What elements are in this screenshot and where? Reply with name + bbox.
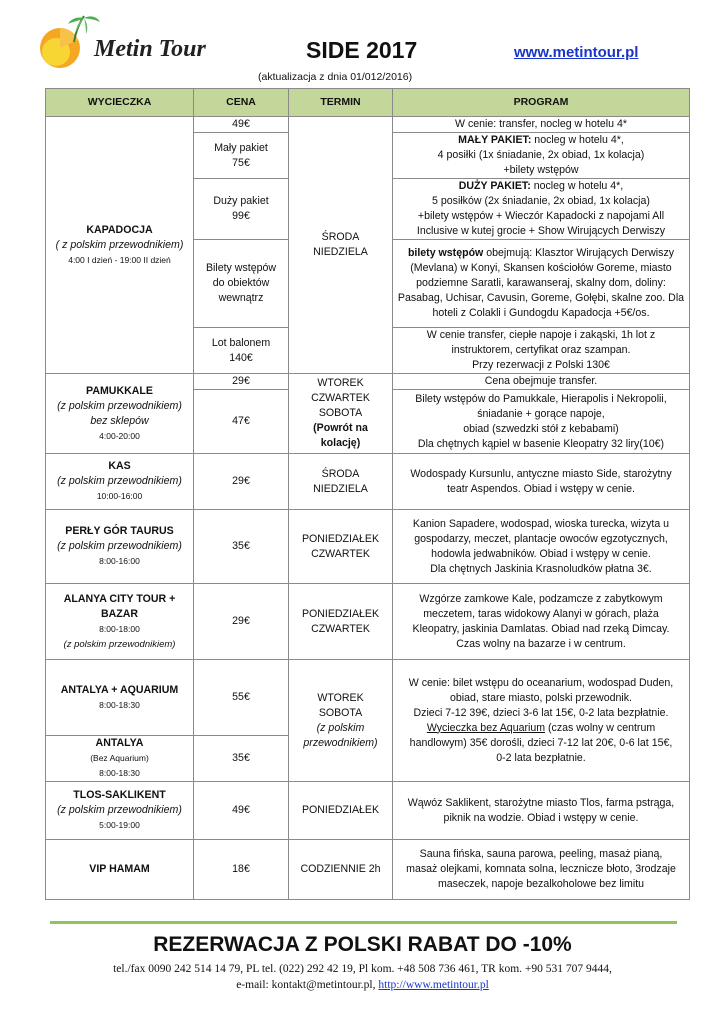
term-cell: ŚRODA NIEDZIELA: [289, 454, 393, 510]
excursion-sub: (Bez Aquarium): [90, 753, 149, 763]
price-cell: 35€: [194, 510, 289, 584]
program-text: (czas wolny w centrum handlowym) 35€ dorośli, dzieci 7-12 lat 20€, 0-6 lat 15€, 0-2 lata bezpłatnie.: [409, 721, 673, 764]
excursion-cell-antalya-aquarium: [46, 660, 194, 736]
price-cell: Mały pakiet 75€: [194, 133, 289, 179]
table-header-row: [46, 89, 690, 117]
column-header-price: CENA: [194, 89, 289, 117]
table-row: [46, 584, 690, 660]
price-cell: 29€: [194, 374, 289, 390]
program-text: nocleg w hotelu 4*, 5 posiłków (2x śniadanie, 2x obiad, 1x kolacja) +bilety wstępów + Wieczór Kapadocki z napojami All Inclusive w kutej grocie + Show Wirujących Derwiszy: [416, 180, 666, 237]
program-text: W cenie: bilet wstępu do oceanarium, wodospad Duden, obiad, stare miasto, polski przewodnik. Dzieci 7-12 39€, dzieci 3-6 lat 15€, 0-2 lata bezpłatnie.: [408, 676, 674, 719]
table-row: [46, 117, 690, 133]
term-cell: PONIEDZIAŁEK: [289, 782, 393, 840]
term-cell: [289, 374, 393, 454]
excursion-cell-kapadocja: [46, 117, 194, 374]
price-cell: 18€: [194, 840, 289, 900]
excursion-time: 5:00-19:00: [99, 820, 140, 830]
website-link[interactable]: www.metintour.pl: [514, 44, 639, 61]
excursion-cell-kas: [46, 454, 194, 510]
term-days: WTOREK CZWARTEK SOBOTA: [311, 377, 370, 419]
program-cell: [393, 660, 690, 782]
excursion-cell-pamukkale: [46, 374, 194, 454]
table-row: [46, 510, 690, 584]
excursion-guide: (z polskim przewodnikiem): [57, 804, 182, 816]
footer-divider: [50, 921, 677, 924]
excursion-name: TLOS-SAKLIKENT: [73, 789, 166, 801]
table-row: [46, 374, 690, 390]
term-note: (Powrót na kolację): [313, 422, 368, 449]
excursion-extra: bez sklepów: [90, 414, 149, 427]
excursion-cell-tlos: [46, 782, 194, 840]
excursion-time: 8:00-18:30: [99, 768, 140, 778]
excursion-guide: ( z polskim przewodnikiem): [55, 238, 184, 251]
excursion-guide: (z polskim przewodnikiem): [57, 475, 182, 487]
brand-name: Metin Tour: [94, 36, 206, 62]
page-title: SIDE 2017: [306, 37, 418, 63]
term-cell: PONIEDZIAŁEK CZWARTEK: [289, 510, 393, 584]
excursion-time: 8:00-18:30: [99, 699, 140, 710]
column-header-program: PROGRAM: [393, 89, 690, 117]
excursion-name: ANTALYA: [95, 737, 144, 749]
price-cell: 47€: [194, 390, 289, 454]
program-cell: Wąwóz Saklikent, starożytne miasto Tlos, farma pstrąga, piknik na wodzie. Obiad i wstępy w cenie.: [393, 782, 690, 840]
excursion-cell-hamam: [46, 840, 194, 900]
price-cell: 35€: [194, 736, 289, 782]
program-bold-label: MAŁY PAKIET:: [458, 134, 532, 146]
excursion-guide: (z polskim przewodnikiem): [57, 540, 182, 552]
program-text: nocleg w hotelu 4*, 4 posiłki (1x śniadanie, 2x obiad, 1x kolacja) +bilety wstępów: [437, 134, 645, 176]
program-cell: Bilety wstępów do Pamukkale, Hierapolis i Nekropolii, śniadanie + gorące napoje, obiad (szwedzki stół z kebabami) Dla chętnych kąpiel w basenie Kleopatry 32 liry(10€): [393, 390, 690, 454]
table-row: [46, 840, 690, 900]
program-bold-label: bilety wstępów: [407, 247, 484, 259]
term-days: WTOREK SOBOTA: [317, 691, 364, 719]
program-cell: [393, 240, 690, 328]
term-cell: ŚRODA NIEDZIELA: [289, 117, 393, 374]
excursion-cell-taurus: [46, 510, 194, 584]
price-cell: 29€: [194, 454, 289, 510]
contact-phones: tel./fax 0090 242 514 14 79, PL tel. (022) 292 42 19, Pl kom. +48 508 736 461, TR kom. +90 531 707 9444,: [113, 963, 612, 975]
program-bold-label: DUŻY PAKIET:: [458, 180, 531, 192]
footer-website-link[interactable]: http://www.metintour.pl: [378, 979, 489, 991]
contact-email-line: [0, 979, 725, 991]
excursions-table: [45, 88, 690, 900]
term-cell: PONIEDZIAŁEK CZWARTEK: [289, 584, 393, 660]
excursion-name: VIP HAMAM: [89, 863, 150, 875]
program-cell: Wzgórze zamkowe Kale, podzamcze z zabytkowym meczetem, taras widokowy Alanyi w górach, plaża Kleopatry, jaskinia Damlatas. Obiad nad rzeką Dimcay. Czas wolny na bazarze i w centrum.: [393, 584, 690, 660]
term-guide: (z polskim przewodnikiem): [303, 721, 378, 749]
program-cell: Sauna fińska, sauna parowa, peeling, masaż pianą, masaż olejkami, komnata solna, lecznicze błoto, 3rodzaje maseczek, napoje bezalkoholowe bez limitu: [393, 840, 690, 900]
contact-email: e-mail: kontakt@metintour.pl,: [236, 979, 379, 991]
term-cell: CODZIENNIE 2h: [289, 840, 393, 900]
program-cell: [393, 179, 690, 240]
price-cell: 29€: [194, 584, 289, 660]
excursion-name: ANTALYA + AQUARIUM: [60, 683, 179, 696]
column-header-excursion: WYCIECZKA: [46, 89, 194, 117]
excursion-cell-antalya: [46, 736, 194, 782]
price-cell: Duży pakiet 99€: [194, 179, 289, 240]
program-cell: W cenie transfer, ciepłe napoje i zakąski, 1h lot z instruktorem, certyfikat oraz szampan. Przy rezerwacji z Polski 130€: [393, 328, 690, 374]
reservation-headline: REZERWACJA Z POLSKI RABAT DO -10%: [153, 933, 572, 956]
excursion-name: KAS: [108, 460, 131, 472]
price-cell: Bilety wstępów do obiektów wewnątrz: [194, 240, 289, 328]
excursion-time: 8:00-16:00: [99, 556, 140, 566]
excursion-time: 10:00-16:00: [96, 491, 143, 501]
excursion-cell-alanya: [46, 584, 194, 660]
excursion-name: ALANYA CITY TOUR + BAZAR: [63, 592, 176, 620]
price-cell: 49€: [194, 782, 289, 840]
program-cell: [393, 133, 690, 179]
excursion-name: PAMUKKALE: [86, 384, 153, 397]
program-cell: Kanion Sapadere, wodospad, wioska turecka, wizyta u gospodarzy, meczet, plantacje owoców egzotycznych, hodowla jedwabników. Obiad i wstępy w cenie. Dla chętnych Jaskinia Krasnoludków płatna 3€.: [393, 510, 690, 584]
excursion-guide: (z polskim przewodnikiem): [63, 638, 176, 650]
price-cell: Lot balonem 140€: [194, 328, 289, 374]
program-text: obejmują: Klasztor Wirujących Derwiszy (Mevlana) w Konyi, Skansen kościołów Goreme, miasto podziemne Saratli, karawanseraj, skalny dom, doliny: Pasabag, Uchisar, Cavusin, Goreme, Gołębi, skalne zoo. Dla hoteli z Colakli i Gundogdu Kapadocja +5€/os.: [397, 247, 685, 319]
excursion-time: 4:00-20:00: [99, 430, 140, 441]
program-underlined: Wycieczka bez Aquarium: [426, 721, 546, 734]
page-header: [0, 0, 725, 90]
excursion-name: KAPADOCJA: [86, 223, 153, 236]
price-cell: 55€: [194, 660, 289, 736]
program-cell: Cena obejmuje transfer.: [393, 374, 690, 390]
excursion-time: 8:00-18:00: [99, 623, 140, 634]
price-cell: 49€: [194, 117, 289, 133]
program-cell: Wodospady Kursunlu, antyczne miasto Side, starożytny teatr Aspendos. Obiad i wstępy w cenie.: [393, 454, 690, 510]
table-row: [46, 782, 690, 840]
excursion-name: PERŁY GÓR TAURUS: [65, 525, 174, 537]
column-header-term: TERMIN: [289, 89, 393, 117]
table-row: [46, 660, 690, 736]
table-row: [46, 454, 690, 510]
program-cell: W cenie: transfer, nocleg w hotelu 4*: [393, 117, 690, 133]
term-cell: [289, 660, 393, 782]
excursion-guide: (z polskim przewodnikiem): [57, 399, 182, 412]
excursion-time: 4:00 I dzień - 19:00 II dzień: [68, 254, 171, 265]
update-note: (aktualizacja z dnia 01/012/2016): [258, 71, 413, 83]
